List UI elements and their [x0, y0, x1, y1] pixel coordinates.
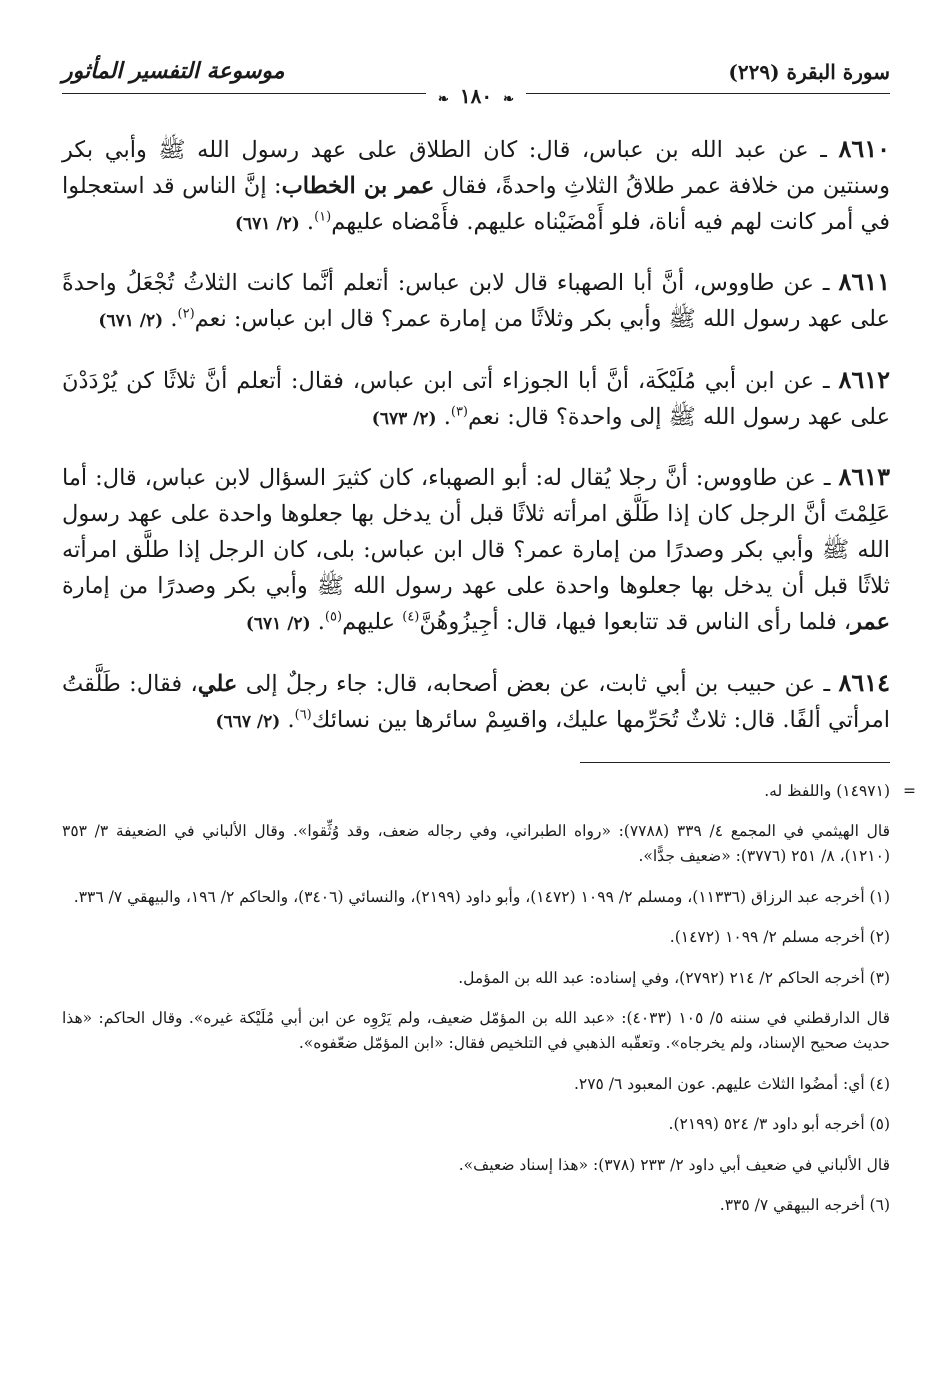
footnote-text: (١٤٩٧١) واللفظ له. [764, 781, 890, 800]
entry-bold-name: عمر [851, 609, 890, 635]
source-reference: (٢/ ٦٧١) [235, 213, 300, 234]
entry-number: ٨٦١٤ [838, 667, 890, 697]
source-reference: (٢/ ٦٧١) [98, 311, 164, 331]
entry-bold-name: علي [197, 670, 238, 697]
entry-number: ٨٦١٠ [838, 133, 890, 163]
footnote: (٣) أخرجه الحاكم ٢/ ٢١٤ (٢٧٩٢)، وفي إسناده: عبد الله بن المؤمل. [458, 968, 890, 987]
entry-text: ، فقال: طَلَّقتُ امرأتي ألفًا. قال: ثلاثٌ تُحَرِّمها عليك، واقسِمْ سائرها بين نسائك [62, 670, 890, 733]
page [62, 56, 916, 1356]
ornament-icon: ❧ [438, 92, 449, 107]
entry-text: ـ عن ابن أبي مُلَيْكَة، أنَّ أبا الجوزاء أتى ابن عباس، فقال: أتعلم أنَّ ثلاثًا كن يُرْدَدْنَ على عهد رسول الله ﷺ إلى واحدة؟ قال: نعم [62, 367, 890, 430]
entry-number: ٨٦١٢ [838, 364, 890, 394]
entry-text: عليهم [342, 609, 403, 635]
page-header [62, 56, 890, 108]
footnote: (٤) أي: أمضُوا الثلاث عليهم. عون المعبود ٦/ ٢٧٥. [573, 1074, 890, 1093]
footnote: (١) أخرجه عبد الرزاق (١١٣٣٦)، ومسلم ٢/ ١٠٩٩ (١٤٧٢)، وأبو داود (٢١٩٩)، والنسائي (٣٤٠٦)، والحاكم ٢/ ١٩٦، والبيهقي ٧/ ٣٣٦. [73, 887, 890, 906]
entry-text: ـ عن عبد الله بن عباس، قال: كان الطلاق على عهد رسول الله ﷺ وأبي بكر وسنتين من خلافة عمر طلاقُ الثلاثِ واحدةً، فقال [62, 136, 890, 199]
surah-heading: سورة البقرة (٢٢٩) [728, 60, 890, 84]
footnote: (٦) أخرجه البيهقي ٧/ ٣٣٥. [719, 1196, 890, 1214]
footnote: (٢) أخرجه مسلم ٢/ ١٠٩٩ (١٤٧٢). [669, 928, 890, 946]
page-number-value: ١٨٠ [459, 84, 493, 108]
footnote: (٥) أخرجه أبو داود ٣/ ٥٢٤ (٢١٩٩). [668, 1115, 890, 1133]
entry-number: ٨٦١٣ [838, 462, 890, 491]
footnote-separator [580, 762, 890, 763]
footnote-marker[interactable]: (١) [314, 209, 332, 224]
source-reference: (٢/ ٦٧١) [245, 614, 311, 634]
narration-entry: ٨٦١٠ ـ عن عبد الله بن عباس، قال: كان الطلاق على عهد رسول الله ﷺ وأبي بكر وسنتين من خلافة عمر طلاقُ الثلاثِ واحدةً، فقال عمر بن الخطاب: إنَّ الناس قد استعجلوا في أمر كانت لهم فيه أناة، فلو أَمْضَيْناه عليهم. فأَمْضاه عليهم$^{(١)}$. (٢/ ٦٧١) [62, 133, 890, 235]
footnote-marker[interactable]: (٢) [177, 306, 195, 322]
footnote-marker[interactable]: (٤) [402, 609, 420, 625]
source-reference: (٢/ ٦٦٧) [215, 711, 281, 732]
continuation-mark: = [903, 781, 916, 800]
page-number [426, 84, 526, 108]
narration-entry: ٨٦١٢ ـ عن ابن أبي مُلَيْكَة، أنَّ أبا الجوزاء أتى ابن عباس، فقال: أتعلم أنَّ ثلاثًا كن يُرْدَدْنَ على عهد رسول الله ﷺ إلى واحدة؟ قال: نعم$^{(٣)}$. (٢/ ٦٧٣) [62, 364, 890, 430]
entry-text: ـ عن طاووس: أنَّ رجلا يُقال له: أبو الصهباء، كان كثيرَ السؤال لابن عباس، قال: أما عَلِمْتَ أنَّ الرجل كان إذا طَلَّق امرأته ثلاثًا قبل أن يدخل بها جعلوها واحدة على عهد رسول الله ﷺ وأبي بكر وصدرًا من إمارة عمر؟ قال ابن عباس: بلى، كان الرجل إذا طلَّق امرأته ثلاثًا قبل أن يدخل بها جعلوها واحدة على عهد رسول الله ﷺ وأبي بكر وصدرًا من إمارة [62, 465, 890, 599]
source-reference: (٢/ ٦٧٣) [371, 408, 437, 429]
entry-number: ٨٦١١ [838, 267, 890, 296]
footnote: قال الدارقطني في سننه ٥/ ١٠٥ (٤٠٣٣): «عبد الله بن المؤمّل ضعيف، ولم يَرْوِه عن ابن أبي مُلَيْكة غيره». وقال الحاكم: «هذا حديث صحيح الإسناد، ولم يخرجاه». وتعقّبه الذهبي في التلخيص فقال: «ابن المؤمّل ضعّفوه». [62, 1009, 890, 1052]
footnote-marker[interactable]: (٣) [450, 404, 468, 419]
entry-bold-name: عمر بن الخطاب [281, 172, 435, 199]
entry-text: : إنَّ الناس قد استعجلوا في أمر كانت لهم فيه أناة، فلو أَمْضَيْناه عليهم. فأَمْضاه عليهم [62, 172, 890, 235]
entry-text: ، فلما رأى الناس قد تتابعوا فيها، قال: أجِيزُوهُنَّ [419, 609, 852, 635]
narration-entry: ٨٦١٤ ـ عن حبيب بن أبي ثابت، عن بعض أصحابه، قال: جاء رجلٌ إلى علي، فقال: طَلَّقتُ امرأتي ألفًا. قال: ثلاثٌ تُحَرِّمها عليك، واقسِمْ سائرها بين نسائك$^{(٦)}$. (٢/ ٦٦٧) [62, 667, 890, 733]
ornament-icon: ❧ [503, 92, 514, 107]
narration-entry: ٨٦١٣ ـ عن طاووس: أنَّ رجلا يُقال له: أبو الصهباء، كان كثيرَ السؤال لابن عباس، قال: أما عَلِمْتَ أنَّ الرجل كان إذا طَلَّق امرأته ثلاثًا قبل أن يدخل بها جعلوها واحدة على عهد رسول الله ﷺ وأبي بكر وصدرًا من إمارة عمر؟ قال ابن عباس: بلى، كان الرجل إذا طلَّق امرأته ثلاثًا قبل أن يدخل بها جعلوها واحدة على عهد رسول الله ﷺ وأبي بكر وصدرًا من إمارة عمر، فلما رأى الناس قد تتابعوا فيها، قال: أجِيزُوهُنَّ$^{(٤)}$ عليهم$^{(٥)}$. (٢/ ٦٧١) [62, 462, 890, 635]
entry-text: ـ عن طاووس، أنَّ أبا الصهباء قال لابن عباس: أتعلم أنَّما كانت الثلاثُ تُجْعَلُ واحدةً على عهد رسول الله ﷺ وأبي بكر وثلاثًا من إمارة عمر؟ قال ابن عباس: نعم [62, 270, 890, 332]
footnote-marker[interactable]: (٦) [294, 707, 312, 722]
book-title: موسوعة التفسير المأثور [62, 58, 285, 84]
footnote: قال الألباني في ضعيف أبي داود ٢/ ٢٣٣ (٣٧٨): «هذا إسناد ضعيف». [458, 1155, 890, 1174]
narrations [62, 131, 890, 740]
narration-entry: ٨٦١١ ـ عن طاووس، أنَّ أبا الصهباء قال لابن عباس: أتعلم أنَّما كانت الثلاثُ تُجْعَلُ واحدةً على عهد رسول الله ﷺ وأبي بكر وثلاثًا من إمارة عمر؟ قال ابن عباس: نعم$^{(٢)}$. (٢/ ٦٧١) [62, 267, 890, 332]
footnote: قال الهيثمي في المجمع ٤/ ٣٣٩ (٧٧٨٨): «رواه الطبراني، وفي رجاله ضعف، وقد وُثِّقوا». وقال الألباني في الضعيفة ٣/ ٣٥٣ (١٢١٠)، ٨/ ٢٥١ (٣٧٧٦): «ضعيف جدًّا». [62, 822, 890, 865]
footnote-marker[interactable]: (٥) [324, 609, 343, 625]
entry-text: ـ عن حبيب بن أبي ثابت، عن بعض أصحابه، قال: جاء رجلٌ إلى [237, 670, 839, 697]
footnote-continuation [62, 779, 916, 804]
footnotes [62, 779, 916, 1219]
